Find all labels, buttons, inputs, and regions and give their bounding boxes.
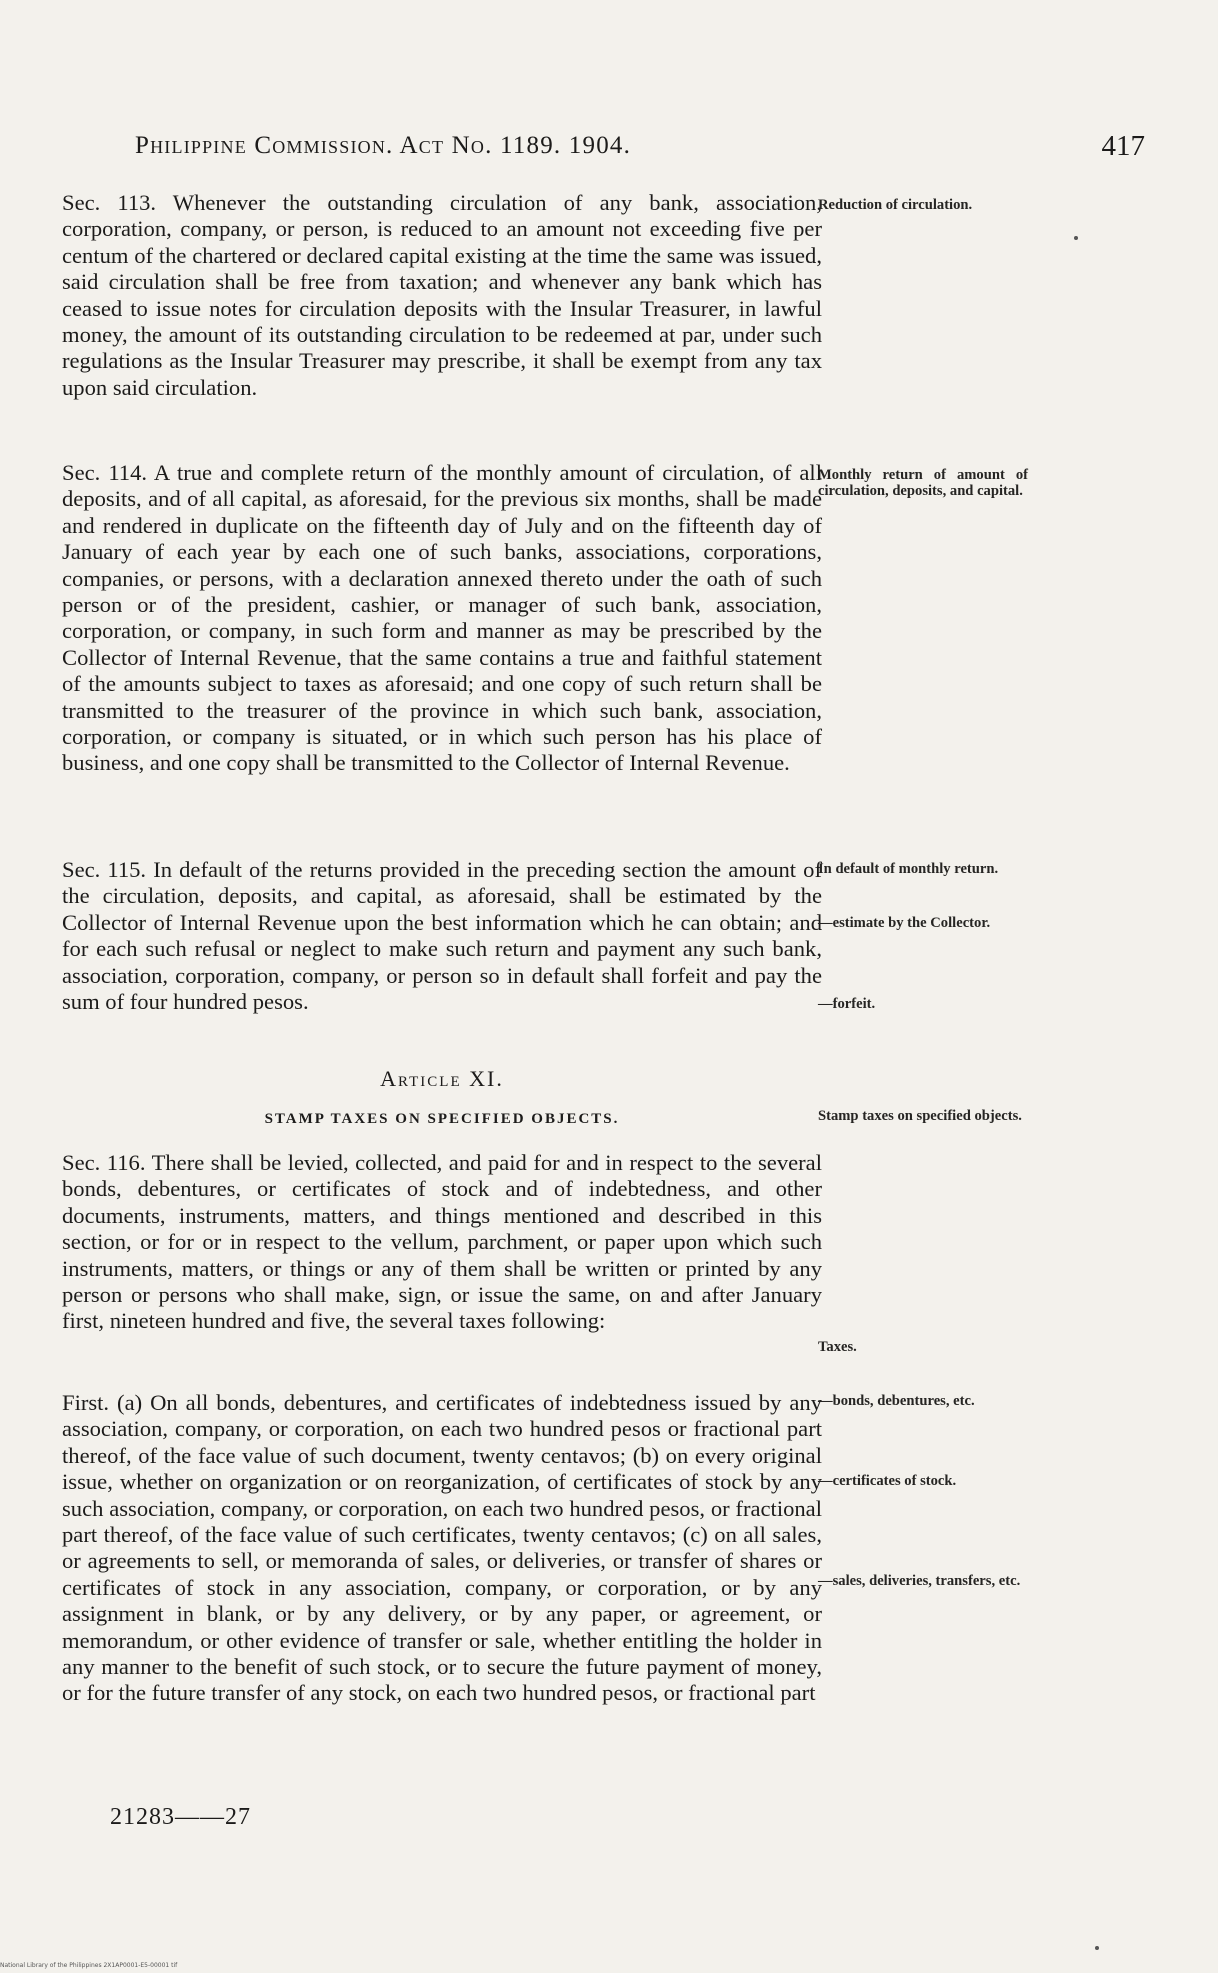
paragraph-first: First. (a) On all bonds, debentures, and certificates of indebtedness issued by any association, company, or corporation, on each two hundred pesos or fractional part thereof, of the face value of such document, twenty centavos; (b) on every original issue, whether on organization or on reorganization, of certificates of stock by any such association, company, or corporation, on each two hundred pesos, or fractional part thereof, of the face value of such certificates, twenty centavos; (c) on all sales, or agreements to sell, or memoranda of sales, or deliveries, or transfer of shares or certificates of stock in any association, company, or corporation, or by any assignment in blank, or by any delivery, or by any paper, or agreement, or memorandum, or other evidence of transfer or sale, whether entitling the holder in any manner to the benefit of such stock, or to secure the future payment of money, or for the future transfer of any stock, on each two hundred pesos, or fractional part <box>62 1390 822 1706</box>
section-115: Sec. 115. In default of the returns provided in the preceding section the amount of the circulation, deposits, and capital, as aforesaid, shall be estimated by the Collector of Internal Revenue upon the best information which he can obtain; and for each such refusal or neglect to make such return and payment any such bank, association, corporation, company, or person so in default shall forfeit and pay the sum of four hundred pesos. <box>62 857 822 1015</box>
margin-note-default: In default of monthly return. <box>818 861 999 877</box>
margin-note-taxes: Taxes. <box>818 1339 857 1355</box>
margin-note-bonds: —bonds, debentures, etc. <box>818 1393 975 1409</box>
printer-signature: 21283——27 <box>110 1804 251 1830</box>
section-113: Sec. 113. Whenever the outstanding circulation of any bank, association, corporation, company, or person, is reduced to an amount not exceeding five per centum of the chartered or declared capital existing at the time the same was issued, said circulation shall be free from taxation; and whenever any bank which has ceased to issue notes for circulation deposits with the Insular Treasurer, in lawful money, the amount of its outstanding circulation to be redeemed at par, under such regulations as the Insular Treasurer may prescribe, it shall be exempt from any tax upon said circulation. <box>62 190 822 400</box>
article-title: Article XI. <box>380 1066 504 1091</box>
section-114: Sec. 114. A true and complete return of the monthly amount of circulation, of all deposits, and of all capital, as aforesaid, for the previous six months, shall be made and rendered in duplicate on the fifteenth day of July and on the fifteenth day of January of each year by each one of such banks, associations, corporations, companies, or persons, with a declaration annexed thereto under the oath of such person or of the president, cashier, or manager of such bank, association, corporation, or company, in such form and manner as may be prescribed by the Collector of Internal Revenue, that the same contains a true and faithful statement of the amounts subject to taxes as aforesaid; and one copy of such return shall be transmitted to the treasurer of the province in which such bank, association, corporation, or company is situated, or in which such person has his place of business, and one copy shall be transmitted to the Collector of Internal Revenue. <box>62 460 822 776</box>
page-header <box>135 132 1145 172</box>
page-number: 417 <box>1101 130 1145 162</box>
margin-note-monthly-return: Monthly return of amount of circulation, deposits, and capital. <box>818 467 1028 499</box>
margin-note-stamp-taxes: Stamp taxes on specified objects. <box>818 1108 1022 1124</box>
scan-speck <box>1095 1946 1099 1950</box>
margin-note-certificates: —certificates of stock. <box>818 1473 957 1489</box>
margin-note-forfeit: —forfeit. <box>818 996 876 1012</box>
article-subtitle: STAMP TAXES ON SPECIFIED OBJECTS. <box>264 1111 620 1127</box>
section-116: Sec. 116. There shall be levied, collected, and paid for and in respect to the several bonds, debentures, or certificates of stock and of indebtedness, and other documents, instruments, matters, and things mentioned and described in this section, or for or in respect to the vellum, parchment, or paper upon which such instruments, matters, or things or any of them shall be written or printed by any person or persons who shall make, sign, or issue the same, on and after January first, nineteen hundred and five, the several taxes following: <box>62 1150 822 1334</box>
margin-note-estimate: —estimate by the Collector. <box>818 915 991 931</box>
scan-speck <box>1074 236 1078 240</box>
running-head: Philippine Commission. Act No. 1189. 1904. <box>135 132 632 159</box>
margin-note-reduction: Reduction of circulation. <box>818 197 973 213</box>
margin-note-sales: —sales, deliveries, transfers, etc. <box>818 1573 1021 1589</box>
scan-footer: National Library of the Philippines 2X1AP0001-E5-00001 tif <box>0 1962 178 1969</box>
